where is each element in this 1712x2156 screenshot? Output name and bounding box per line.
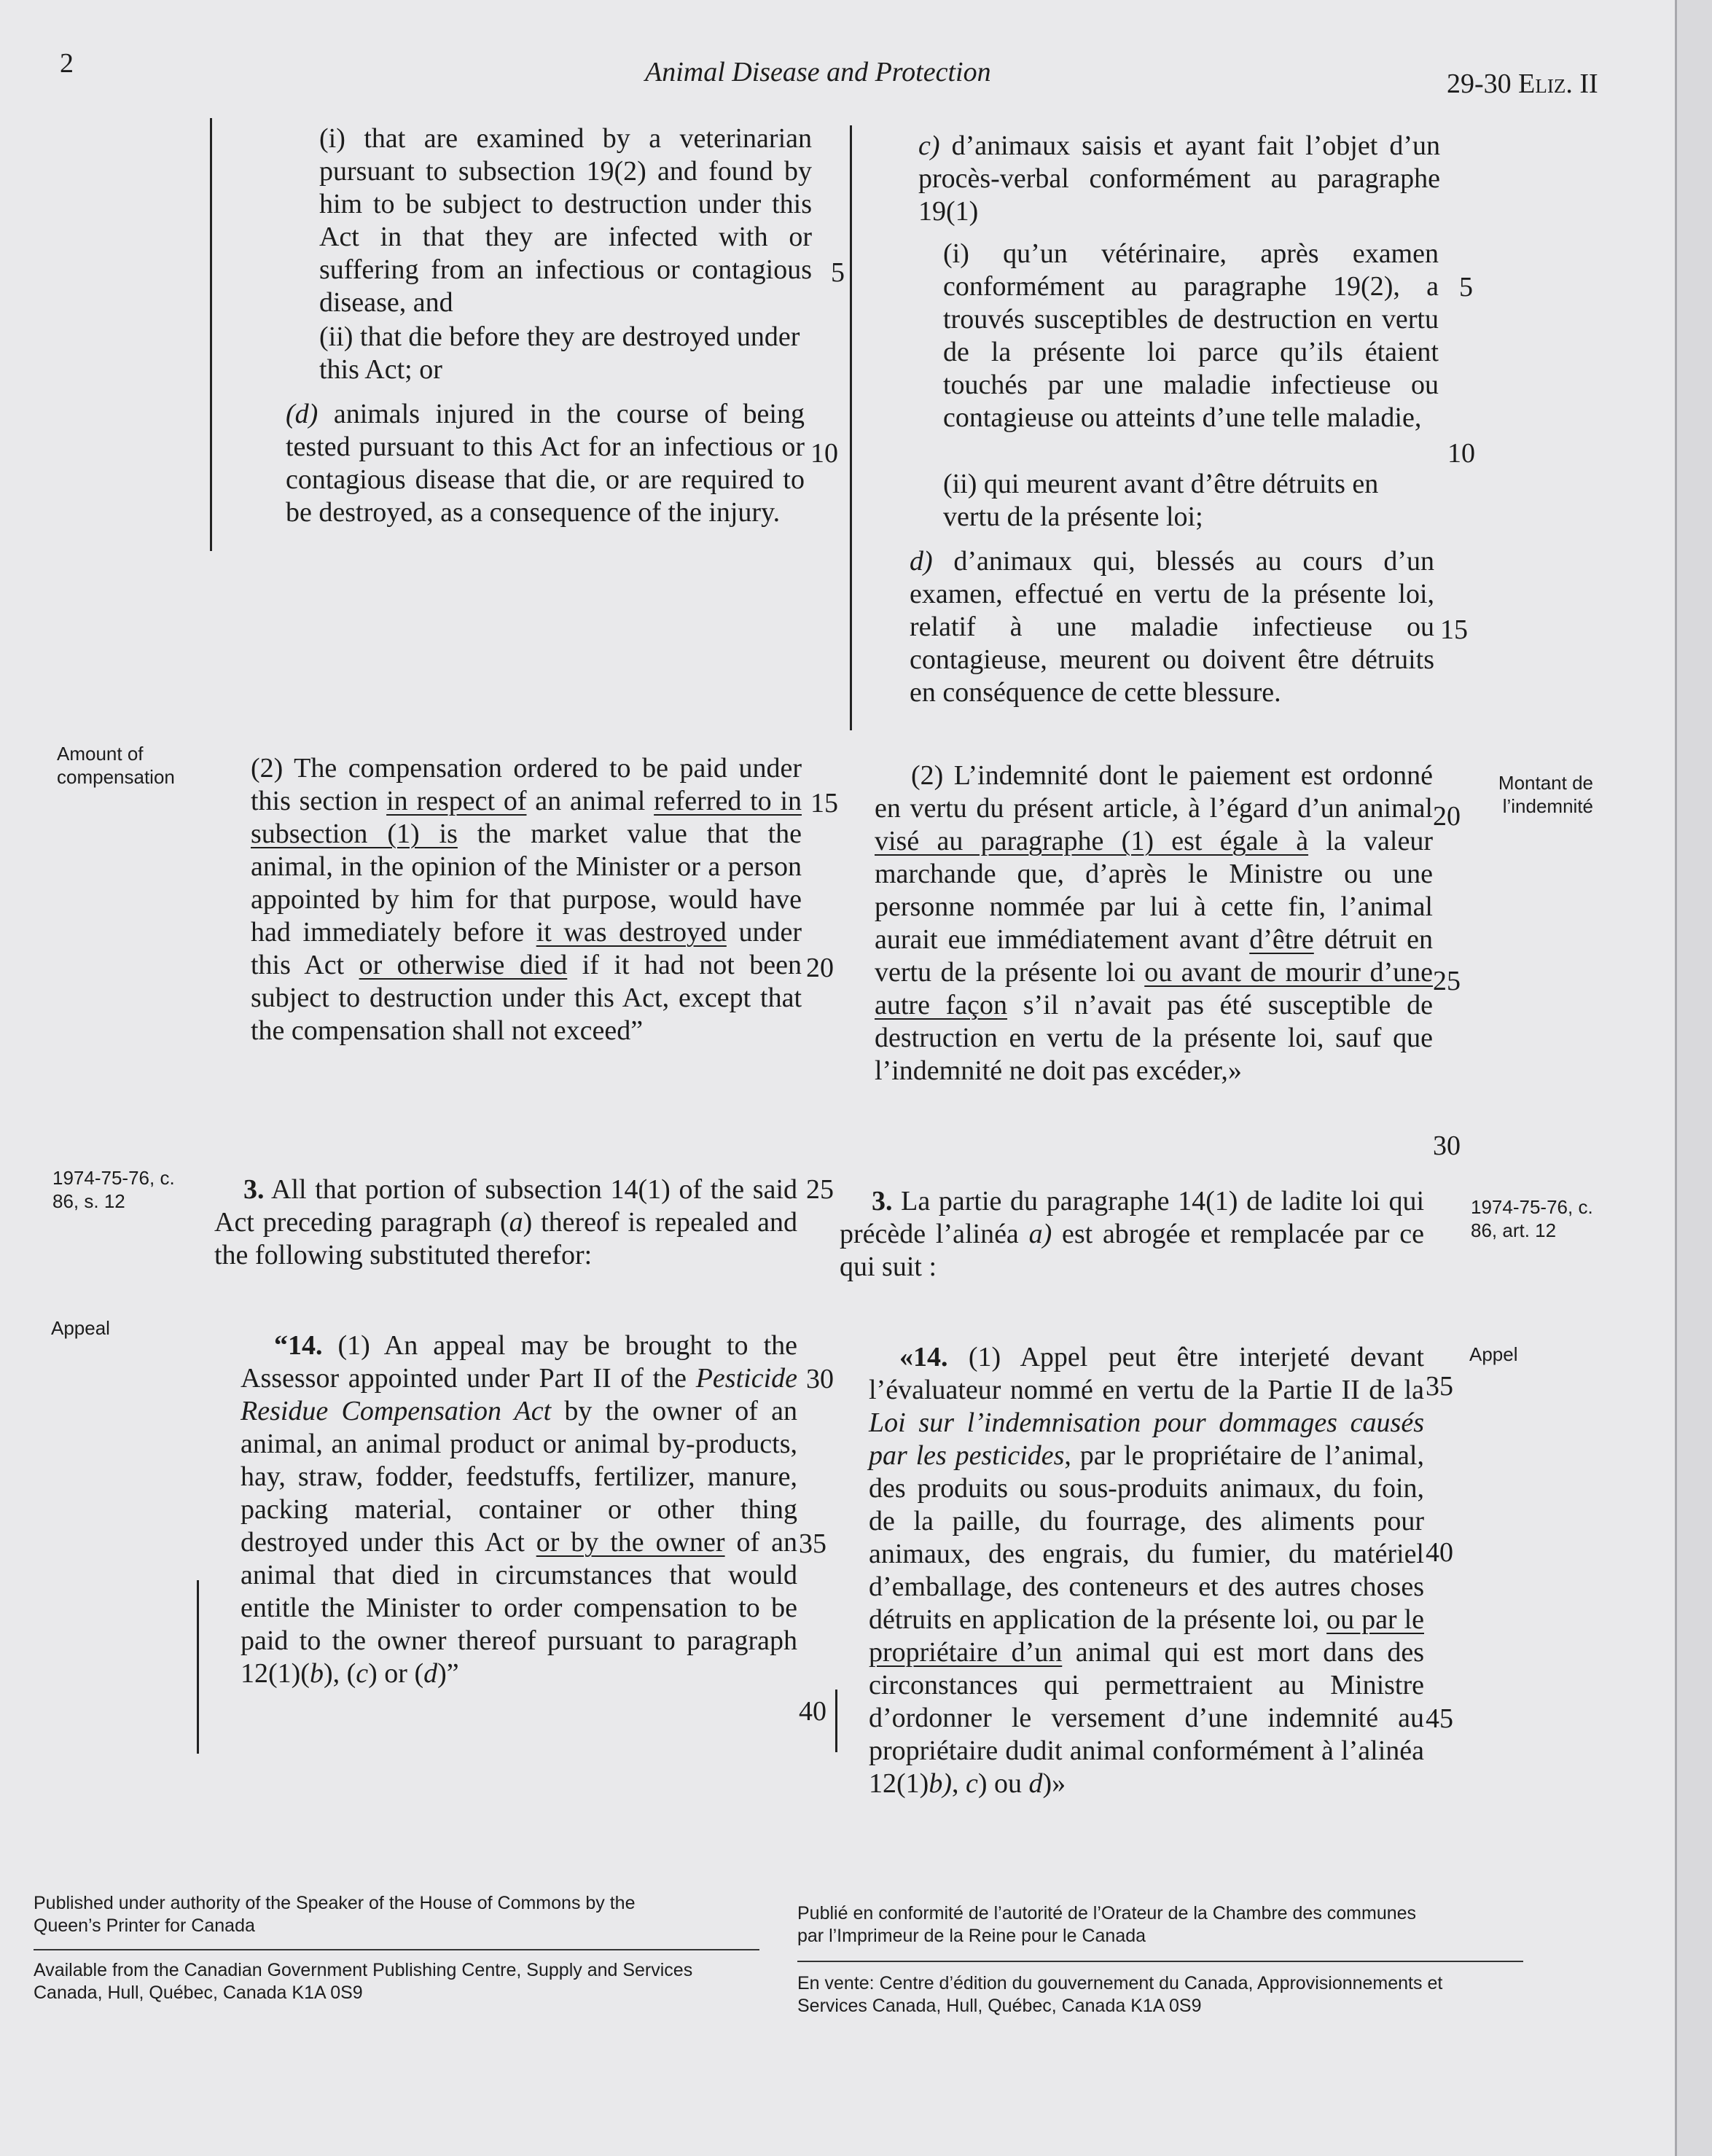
para-letter: b	[309, 1658, 324, 1689]
para-letter: c)	[918, 130, 940, 161]
margin-note-amount-fr: Montant de l’indemnité	[1498, 772, 1593, 817]
text: La partie du paragraphe 14(1) de ladite loi qui précède l’alinéa	[840, 1186, 1424, 1249]
margin-note-ref-en: 1974-75-76, c. 86, s. 12	[52, 1167, 175, 1212]
fr-para-d	[910, 545, 1434, 709]
footer-rule-en	[34, 1949, 759, 1950]
line-number: 25	[806, 1174, 834, 1205]
para-letter: c	[356, 1658, 369, 1689]
text: ) thereof is repealed and the following substituted therefor:	[214, 1207, 797, 1270]
amended-text: or otherwise died	[359, 950, 568, 980]
para-letter: a	[509, 1207, 523, 1238]
text: (1) Appel peut être interjeté devant l’évaluateur nommé en vertu de la Partie II de la	[869, 1342, 1424, 1405]
text: by the owner of an animal, an animal product or animal by-products, hay, straw, fodder, feedstuffs, fertilizer, manure, packing material, container or other thing destroyed under this Act	[241, 1396, 797, 1558]
line-number: 40	[1426, 1537, 1453, 1568]
amendment-bar-middle-top	[850, 125, 852, 730]
line-number: 30	[806, 1364, 834, 1394]
amended-text: referred to in subsection (1) is	[251, 786, 802, 849]
amendment-bar-middle-bottom	[835, 1690, 837, 1752]
en-section-3	[214, 1173, 797, 1272]
line-number: 5	[1459, 272, 1473, 302]
section-number: 3.	[243, 1174, 265, 1205]
amendment-bar-left-bottom	[197, 1580, 199, 1754]
amended-text: ou avant de mourir d’une autre façon	[875, 957, 1433, 1020]
running-title: Animal Disease and Protection	[645, 57, 991, 87]
line-number: 30	[1433, 1130, 1461, 1161]
section-number: 3.	[872, 1186, 893, 1216]
margin-note-appeal-en: Appeal	[51, 1317, 110, 1339]
margin-note-ref-fr: 1974-75-76, c. 86, art. 12	[1471, 1196, 1593, 1241]
line-number: 20	[806, 953, 834, 983]
en-para-d	[286, 398, 805, 529]
page-edge	[1675, 0, 1712, 2156]
margin-note-amount-en: Amount of compensation	[57, 743, 175, 788]
text: est abrogée et remplacée par ce qui suit :	[840, 1219, 1424, 1282]
line-number: 40	[799, 1696, 826, 1727]
text: the market value that the animal, in the opinion of the Minister or a person appointed by him for that purpose, would have had immediately before	[251, 819, 802, 948]
session-label: 29-30 Eliz. II	[1447, 69, 1598, 99]
text: of an animal that died in circumstances that would entitle the Minister to order compensation to be paid to the owner thereof pursuant to paragraph 12(1)(	[241, 1527, 797, 1689]
text: d’animaux saisis et ayant fait l’objet d’un procès-verbal conformément au paragraphe 19(1)	[918, 130, 1441, 227]
fr-subpara-ii: (ii) qui meurent avant d’être détruits en vertu de la présente loi;	[943, 469, 1379, 532]
text: an animal	[526, 786, 654, 816]
fr-subsection-2	[875, 759, 1433, 1087]
line-number: 25	[1433, 966, 1461, 996]
para-letter: d)	[910, 546, 933, 577]
en-section-14: “14. (1) An appeal may be brought to the Assessor appointed under Part II of the Pesticide Residue Compensation Act by the owner of an animal, an animal product or animal by-products, hay, straw, fodder, feedstuffs, fertilizer, manure, packing material, container or other thing destroyed under this Act or by the owner of an animal that died in circumstances that would entitle the Minister to order compensation to be paid to the owner thereof pursuant to paragraph 12(1)(b), (c) or (d)”	[241, 1330, 797, 1689]
text: (1) An appeal may be brought to the Assessor appointed under Part II of the	[241, 1330, 797, 1394]
section-number: «14.	[899, 1342, 948, 1372]
en-subpara-ii: (ii) that die before they are destroyed under this Act; or	[319, 321, 800, 385]
fr-subpara-i: (i) qu’un vétérinaire, après examen conformément au paragraphe 19(2), a trouvés susceptibles de destruction en vertu de la présente loi parce qu’ils étaient touchés par une maladie infectieuse ou contagieuse ou atteints d’une telle maladie,	[943, 238, 1439, 433]
section-number: “14.	[274, 1330, 323, 1361]
line-number: 10	[1447, 438, 1475, 469]
act-title: Loi sur l’indemnisation pour dommages causés par les pesticides	[869, 1407, 1424, 1471]
text: la valeur marchande que, d’après le Ministre ou une personne nommée par lui à cette fin, l’animal aurait eue immédiatement avant	[875, 826, 1433, 955]
fr-section-3	[840, 1185, 1424, 1284]
fr-para-c	[918, 130, 1440, 228]
para-letter: d	[423, 1658, 438, 1689]
text: All that portion of subsection 14(1) of the said Act preceding paragraph (	[214, 1174, 797, 1238]
amended-text: d’être	[1249, 924, 1314, 955]
amended-text: it was destroyed	[536, 917, 727, 948]
text: ,	[951, 1768, 966, 1799]
text: (2) L’indemnité dont le paiement est ordonné en vertu du présent article, à l’égard d’un animal	[875, 760, 1433, 824]
line-number: 45	[1426, 1703, 1453, 1734]
text: d’animaux qui, blessés au cours d’un examen, effectué en vertu de la présente loi, relatif à une maladie infectieuse ou contagieuse, meurent ou doivent être détruits en conséquence de cette blessure.	[910, 546, 1434, 708]
para-letter: b)	[929, 1768, 952, 1799]
en-para-d-text: animals injured in the course of being tested pursuant to this Act for an infectious or contagious disease that die, or are required to be destroyed, as a consequence of the injury.	[286, 399, 805, 528]
text: animal qui est mort dans des circonstances qui permettraient au Ministre d’ordonner le versement d’une indemnité au propriétaire dudit animal conformément à l’alinéa 12(1)	[869, 1637, 1424, 1799]
footer-en-available: Available from the Canadian Government Publishing Centre, Supply and Services Canada, Hull, Québec, Canada K1A 0S9	[34, 1960, 693, 2003]
text: under this Act	[251, 917, 802, 980]
en-subpara-i: (i) that are examined by a veterinarian pursuant to subsection 19(2) and found by him to be subject to destruction under this Act in that they are infected with or suffering from an infectious or contagious disease, and	[319, 123, 812, 318]
para-letter: c	[965, 1768, 978, 1799]
text: détruit en vertu de la présente loi	[875, 924, 1433, 988]
line-number: 20	[1433, 801, 1461, 832]
amended-text: visé au paragraphe (1) est égale à	[875, 826, 1309, 856]
text: ) or (	[368, 1658, 424, 1689]
fr-section-14: «14. (1) Appel peut être interjeté devant l’évaluateur nommé en vertu de la Partie II de la Loi sur l’indemnisation pour dommages causés par les pesticides, par le propriétaire de l’animal, des produits ou sous-produits animaux, du foin, de la paille, du fourrage, des aliments pour animaux, des engrais, du fumier, du matériel d’emballage, des conteneurs et des autres choses détruits en application de la présente loi, ou par le propriétaire d’un animal qui est mort dans des circonstances qui permettraient au Ministre d’ordonner le versement d’une indemnité au propriétaire dudit animal conformément à l’alinéa 12(1)b), c) ou d)»	[869, 1342, 1424, 1799]
text: if it had not been subject to destruction under this Act, except that the compensation shall not exceed”	[251, 950, 802, 1046]
en-para-d-letter: (d)	[286, 399, 318, 429]
para-letter: a)	[1028, 1219, 1052, 1249]
line-number: 35	[1426, 1371, 1453, 1402]
text: , par le propriétaire de l’animal, des produits ou sous-produits animaux, du foin, de la paille, du fourrage, des aliments pour animaux, des engrais, du fumier, du matériel d’emballage, des conteneurs et des autres choses détruits en application de la présente loi,	[869, 1440, 1424, 1635]
line-number: 15	[810, 788, 838, 819]
line-number: 35	[799, 1528, 826, 1559]
page-number: 2	[60, 48, 74, 79]
amendment-bar-left-top	[210, 118, 212, 551]
amended-text: ou par le propriétaire d’un	[869, 1604, 1424, 1668]
act-title: Pesticide Residue Compensation Act	[241, 1363, 797, 1426]
line-number: 5	[831, 257, 845, 288]
en-subsection-2	[251, 752, 802, 1047]
margin-note-appeal-fr: Appel	[1469, 1343, 1518, 1365]
footer-fr-available: En vente: Centre d’édition du gouvernement du Canada, Approvisionnements et Services Canada, Hull, Québec, Canada K1A 0S9	[797, 1973, 1443, 2016]
text: ou	[987, 1768, 1029, 1799]
footer-rule-fr	[797, 1961, 1523, 1962]
amended-text: or by the owner	[536, 1527, 725, 1558]
text: )»	[1042, 1768, 1066, 1799]
footer-en-published: Published under authority of the Speaker of the House of Commons by the Queen’s Printer for Canada	[34, 1893, 636, 1936]
text: )”	[437, 1658, 459, 1689]
para-letter: d	[1028, 1768, 1043, 1799]
amended-text: in respect of	[386, 786, 527, 816]
text: s’il n’avait pas été susceptible de destruction en vertu de la présente loi, sauf que l’indemnité ne doit pas excéder,»	[875, 990, 1433, 1086]
line-number: 10	[810, 438, 838, 469]
text: (2) The compensation ordered to be paid under this section	[251, 753, 802, 816]
footer-fr-published: Publié en conformité de l’autorité de l’Orateur de la Chambre des communes par l’Imprimeur de la Reine pour le Canada	[797, 1903, 1417, 1946]
line-number: 15	[1440, 614, 1468, 645]
